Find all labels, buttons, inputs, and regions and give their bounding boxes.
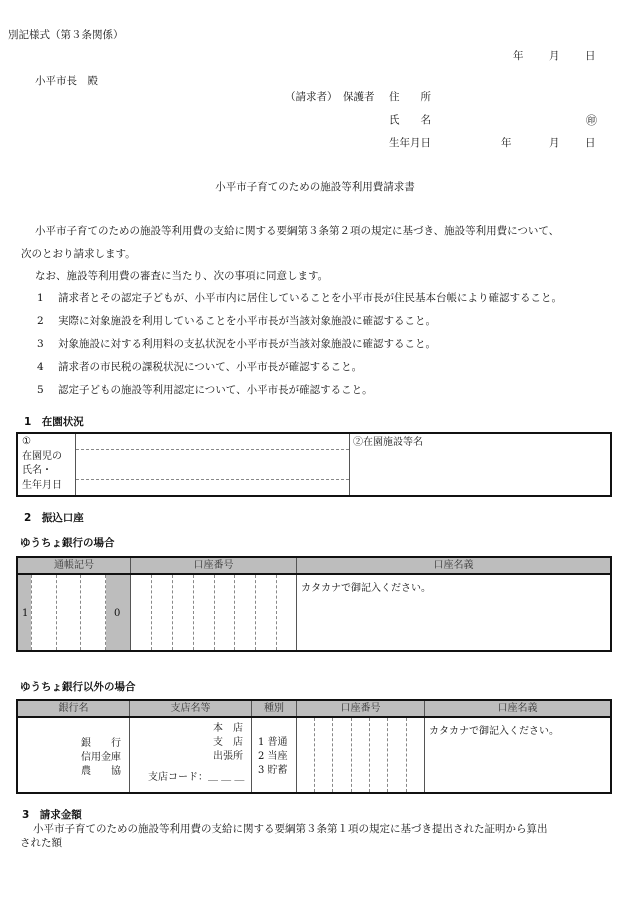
branch-code-field[interactable]: 支店コード：＿ ＿ ＿ [148,772,245,783]
guardian-label: 保護者 [343,91,375,103]
date-day-label: 日 [585,50,596,62]
section1-heading: 1 在園状況 [24,416,84,428]
child-name-birthdate-field[interactable] [76,434,349,495]
consent-item-num: 4 [37,361,44,373]
facility-name-field[interactable] [350,450,610,495]
yucho-heading: ゆうちょ銀行の場合 [20,537,115,549]
consent-item-text: 実際に対象施設を利用していることを小平市長が当該対象施設に確認すること。 [58,315,436,327]
name-label: 氏 名 [389,114,431,126]
col-account-number: 口座番号 [130,558,296,573]
intro-line-2: 次のとおり請求します。 [21,248,136,260]
col-branch-name: 支店名等 [129,701,251,716]
consent-item-num: 3 [37,338,44,350]
col-bank-name: 銀行名 [58,703,89,714]
col-account-number: 口座番号 [296,701,424,716]
symbol-suffix: 0 [114,608,121,619]
section3-line-2: された額 [20,837,62,849]
date-year-label: 年 [513,50,524,62]
birth-year-label: 年 [501,137,512,149]
other-bank-table [16,699,612,794]
requester-label: （請求者） [285,91,338,103]
section2-heading: 2 振込口座 [24,512,84,524]
symbol-prefix: 1 [22,608,29,619]
consent-line: なお、施設等利用費の審査に当たり、次の事項に同意します。 [35,270,329,282]
addressee: 小平市長 殿 [35,75,98,87]
yucho-table-header [18,558,610,575]
other-account-number-input[interactable] [297,718,424,792]
col-passbook-symbol: 通帳記号 [54,560,94,571]
col-account-holder: 口座名義 [296,558,610,573]
branch-type-options: 本 店 支 店 出張所 [213,723,243,762]
birthdate-label: 生年月日 [389,137,431,149]
other-table-header [18,701,610,718]
section3-heading: 3 請求金額 [22,809,82,821]
consent-item-text: 請求者の市民税の課税状況について、小平市長が確認すること。 [58,361,363,373]
form-label: 別記様式（第３条関係） [8,29,124,41]
facility-label: ②在園施設等名 [353,437,423,448]
consent-item-num: 1 [37,292,44,304]
other-bank-heading: ゆうちょ銀行以外の場合 [20,681,136,693]
enrollment-table [16,432,612,497]
yucho-account-holder-input[interactable] [297,575,610,650]
date-month-label: 月 [549,50,560,62]
consent-item-text: 請求者とその認定子どもが、小平市内に居住していることを小平市長が住民基本台帳により確認すること。 [58,292,562,304]
col-account-type: 種別 [251,701,296,716]
document-title: 小平市子育てのための施設等利用費請求書 [215,181,415,193]
consent-item-text: 認定子どもの施設等利用認定について、小平市長が確認すること。 [58,384,373,396]
consent-item-num: 5 [37,384,44,396]
consent-item-num: 2 [37,315,44,327]
child-label: ① 在園児の 氏名・ 生年月日 [22,436,62,491]
bank-type-options: 銀 行 信用金庫 農 協 [81,738,121,777]
account-type-options[interactable]: 1 普通 2 当座 3 貯蓄 [258,737,288,776]
other-name-hint: カタカナで御記入ください。 [429,726,559,737]
address-label: 住 所 [389,91,431,103]
intro-line-1: 小平市子育てのための施設等利用費の支給に関する要綱第３条第２項の規定に基づき、施設等利用費について、 [35,225,560,237]
col-account-holder: 口座名義 [424,701,610,716]
consent-item-text: 対象施設に対する利用料の支払状況を小平市長が当該対象施設に確認すること。 [58,338,436,350]
birth-month-label: 月 [549,137,560,149]
other-account-holder-input[interactable] [425,718,610,792]
birth-day-label: 日 [585,137,596,149]
yucho-name-hint: カタカナで御記入ください。 [301,583,431,594]
passbook-symbol-input[interactable] [32,575,106,650]
seal-icon: ㊞ [586,114,597,127]
yucho-account-table [16,556,612,652]
section3-line-1: 小平市子育てのための施設等利用費の支給に関する要綱第３条第１項の規定に基づき提出された証明から算出 [33,823,548,835]
